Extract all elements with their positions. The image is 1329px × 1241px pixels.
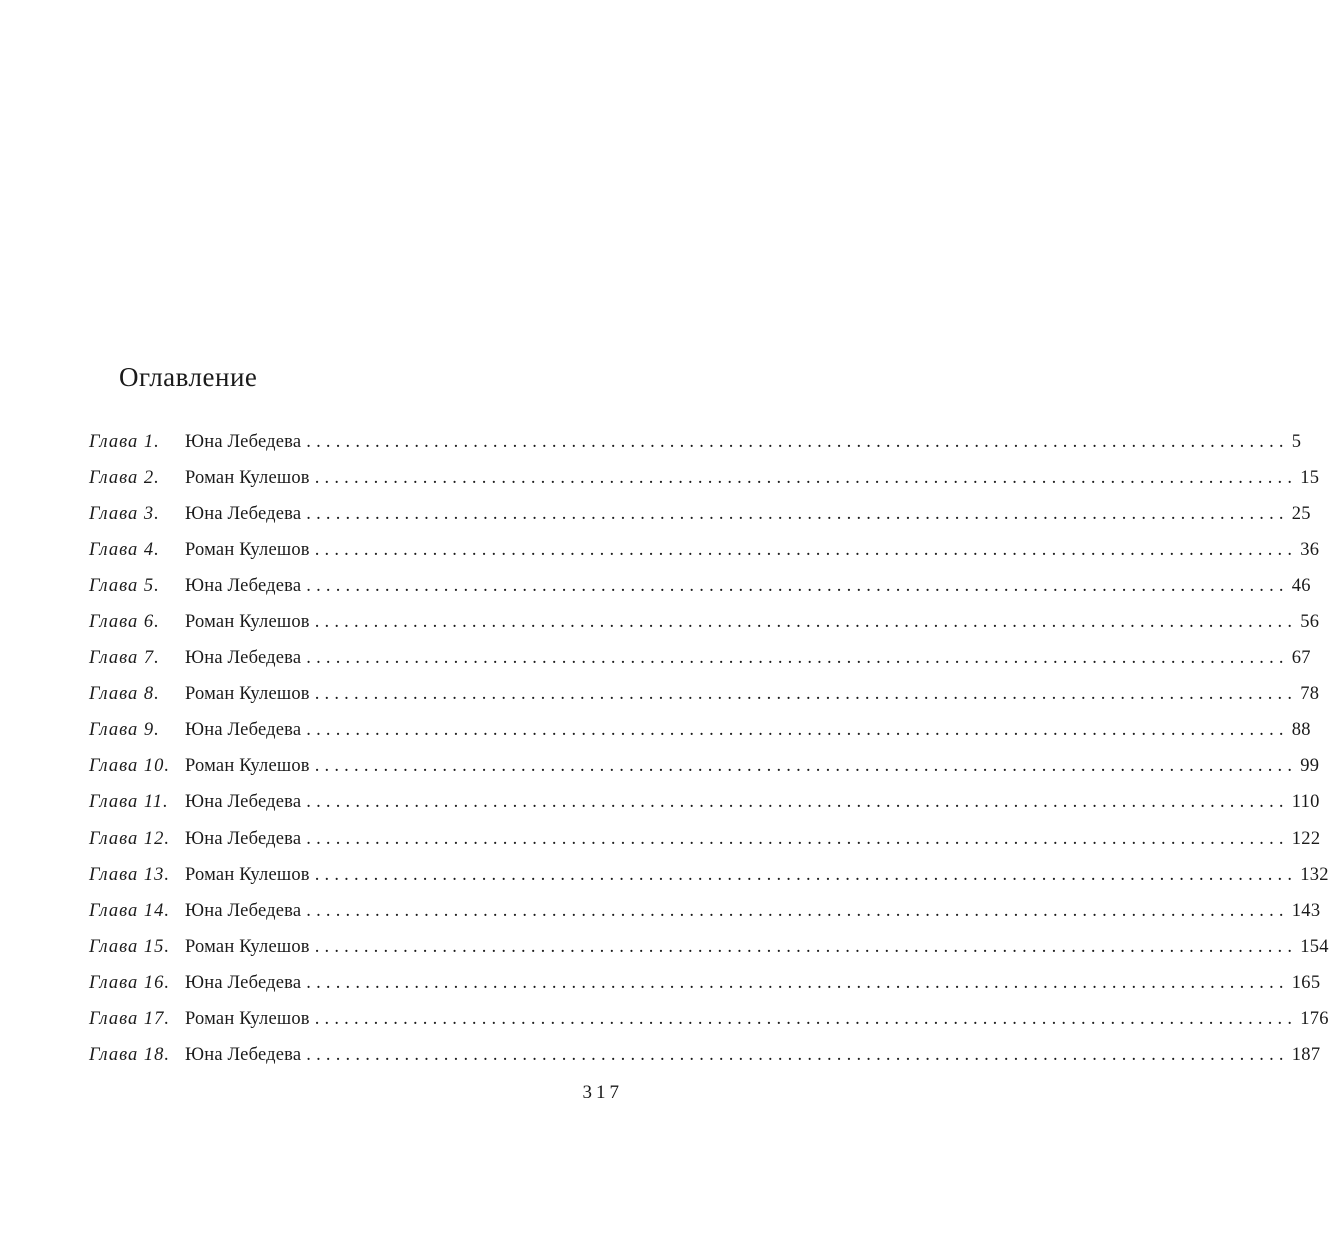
page-number: 67 (1291, 648, 1311, 669)
chapter-label: Глава 6. (89, 612, 160, 633)
toc-entry-8[interactable] (89, 676, 1320, 712)
page-number: 132 (1300, 864, 1329, 885)
chapter-label: Глава 18. (89, 1044, 170, 1065)
dot-leader: .................................................................................................... (314, 936, 1298, 957)
author-name: Роман Кулешов (185, 612, 310, 633)
author-name: Роман Кулешов (185, 468, 310, 489)
chapter-label: Глава 9. (89, 720, 160, 741)
author-name: Юна Лебедева (185, 504, 302, 525)
page-number: 78 (1300, 684, 1320, 705)
dot-leader: .................................................................................................... (314, 612, 1298, 633)
toc-entry-1[interactable] (89, 424, 1302, 460)
page-number: 56 (1300, 612, 1320, 633)
author-name: Роман Кулешов (185, 936, 310, 957)
author-name: Роман Кулешов (185, 864, 310, 885)
chapter-label: Глава 1. (89, 432, 160, 452)
page-number: 88 (1291, 720, 1311, 741)
toc-entry-15[interactable] (89, 929, 1329, 965)
dot-leader: .................................................................................................... (306, 720, 1289, 741)
chapter-label: Глава 11. (89, 792, 169, 813)
dot-leader: .................................................................................................... (314, 756, 1298, 777)
chapter-label: Глава 8. (89, 684, 160, 705)
page-number: 36 (1300, 540, 1320, 561)
chapter-label: Глава 10. (89, 756, 170, 777)
chapter-label: Глава 15. (89, 936, 170, 957)
chapter-label: Глава 2. (89, 468, 160, 489)
chapter-label: Глава 12. (89, 828, 170, 849)
page-number: 25 (1291, 504, 1311, 525)
table-of-contents (89, 424, 1329, 1073)
toc-entry-6[interactable] (89, 604, 1320, 640)
toc-entry-10[interactable] (89, 748, 1320, 784)
page-number: 143 (1291, 900, 1321, 921)
author-name: Юна Лебедева (185, 576, 302, 597)
page-number: 176 (1300, 1008, 1329, 1029)
toc-entry-4[interactable] (89, 532, 1320, 568)
chapter-label: Глава 17. (89, 1008, 170, 1029)
author-name: Юна Лебедева (185, 900, 302, 921)
dot-leader: .................................................................................................... (314, 468, 1298, 489)
page-title: Оглавление (119, 362, 258, 392)
author-name: Роман Кулешов (185, 1008, 310, 1029)
toc-entry-9[interactable] (89, 712, 1311, 748)
toc-entry-3[interactable] (89, 496, 1311, 532)
dot-leader: .................................................................................................... (306, 576, 1289, 597)
dot-leader: .................................................................................................... (306, 792, 1289, 813)
author-name: Юна Лебедева (185, 792, 302, 813)
toc-entry-7[interactable] (89, 640, 1311, 676)
page-number: 154 (1300, 936, 1329, 957)
author-name: Юна Лебедева (185, 720, 302, 741)
dot-leader: .................................................................................................... (314, 684, 1298, 705)
dot-leader: .................................................................................................... (306, 1044, 1289, 1065)
toc-entry-11[interactable] (89, 784, 1320, 820)
author-name: Роман Кулешов (185, 684, 310, 705)
toc-entry-16[interactable] (89, 965, 1321, 1001)
dot-leader: .................................................................................................... (306, 972, 1289, 993)
page-number: 99 (1300, 756, 1320, 777)
toc-entry-2[interactable] (89, 460, 1320, 496)
toc-entry-17[interactable] (89, 1001, 1329, 1037)
toc-entry-12[interactable] (89, 821, 1321, 857)
folio-page-number: 317 (582, 1082, 623, 1103)
page-number: 15 (1300, 468, 1320, 489)
dot-leader: .................................................................................................... (306, 504, 1289, 525)
chapter-label: Глава 4. (89, 540, 160, 561)
dot-leader: .................................................................................................... (306, 432, 1289, 452)
chapter-label: Глава 14. (89, 900, 170, 921)
page-number: 110 (1291, 792, 1320, 813)
dot-leader: .................................................................................................... (306, 900, 1289, 921)
author-name: Юна Лебедева (185, 972, 302, 993)
toc-entry-13[interactable] (89, 857, 1329, 893)
toc-entry-14[interactable] (89, 893, 1321, 929)
dot-leader: .................................................................................................... (314, 540, 1298, 561)
page-number: 5 (1291, 432, 1302, 452)
page-number: 187 (1291, 1044, 1321, 1065)
page-number: 46 (1291, 576, 1311, 597)
author-name: Роман Кулешов (185, 756, 310, 777)
toc-entry-18[interactable] (89, 1037, 1321, 1073)
author-name: Юна Лебедева (185, 648, 302, 669)
chapter-label: Глава 7. (89, 648, 160, 669)
author-name: Роман Кулешов (185, 540, 310, 561)
dot-leader: .................................................................................................... (306, 828, 1289, 849)
dot-leader: .................................................................................................... (306, 648, 1289, 669)
dot-leader: .................................................................................................... (314, 1008, 1298, 1029)
toc-entry-5[interactable] (89, 568, 1311, 604)
chapter-label: Глава 16. (89, 972, 170, 993)
page-number: 122 (1291, 828, 1321, 849)
page-number: 165 (1291, 972, 1321, 993)
author-name: Юна Лебедева (185, 432, 302, 452)
author-name: Юна Лебедева (185, 1044, 302, 1065)
dot-leader: .................................................................................................... (314, 864, 1298, 885)
chapter-label: Глава 13. (89, 864, 170, 885)
chapter-label: Глава 3. (89, 504, 160, 525)
author-name: Юна Лебедева (185, 828, 302, 849)
chapter-label: Глава 5. (89, 576, 160, 597)
